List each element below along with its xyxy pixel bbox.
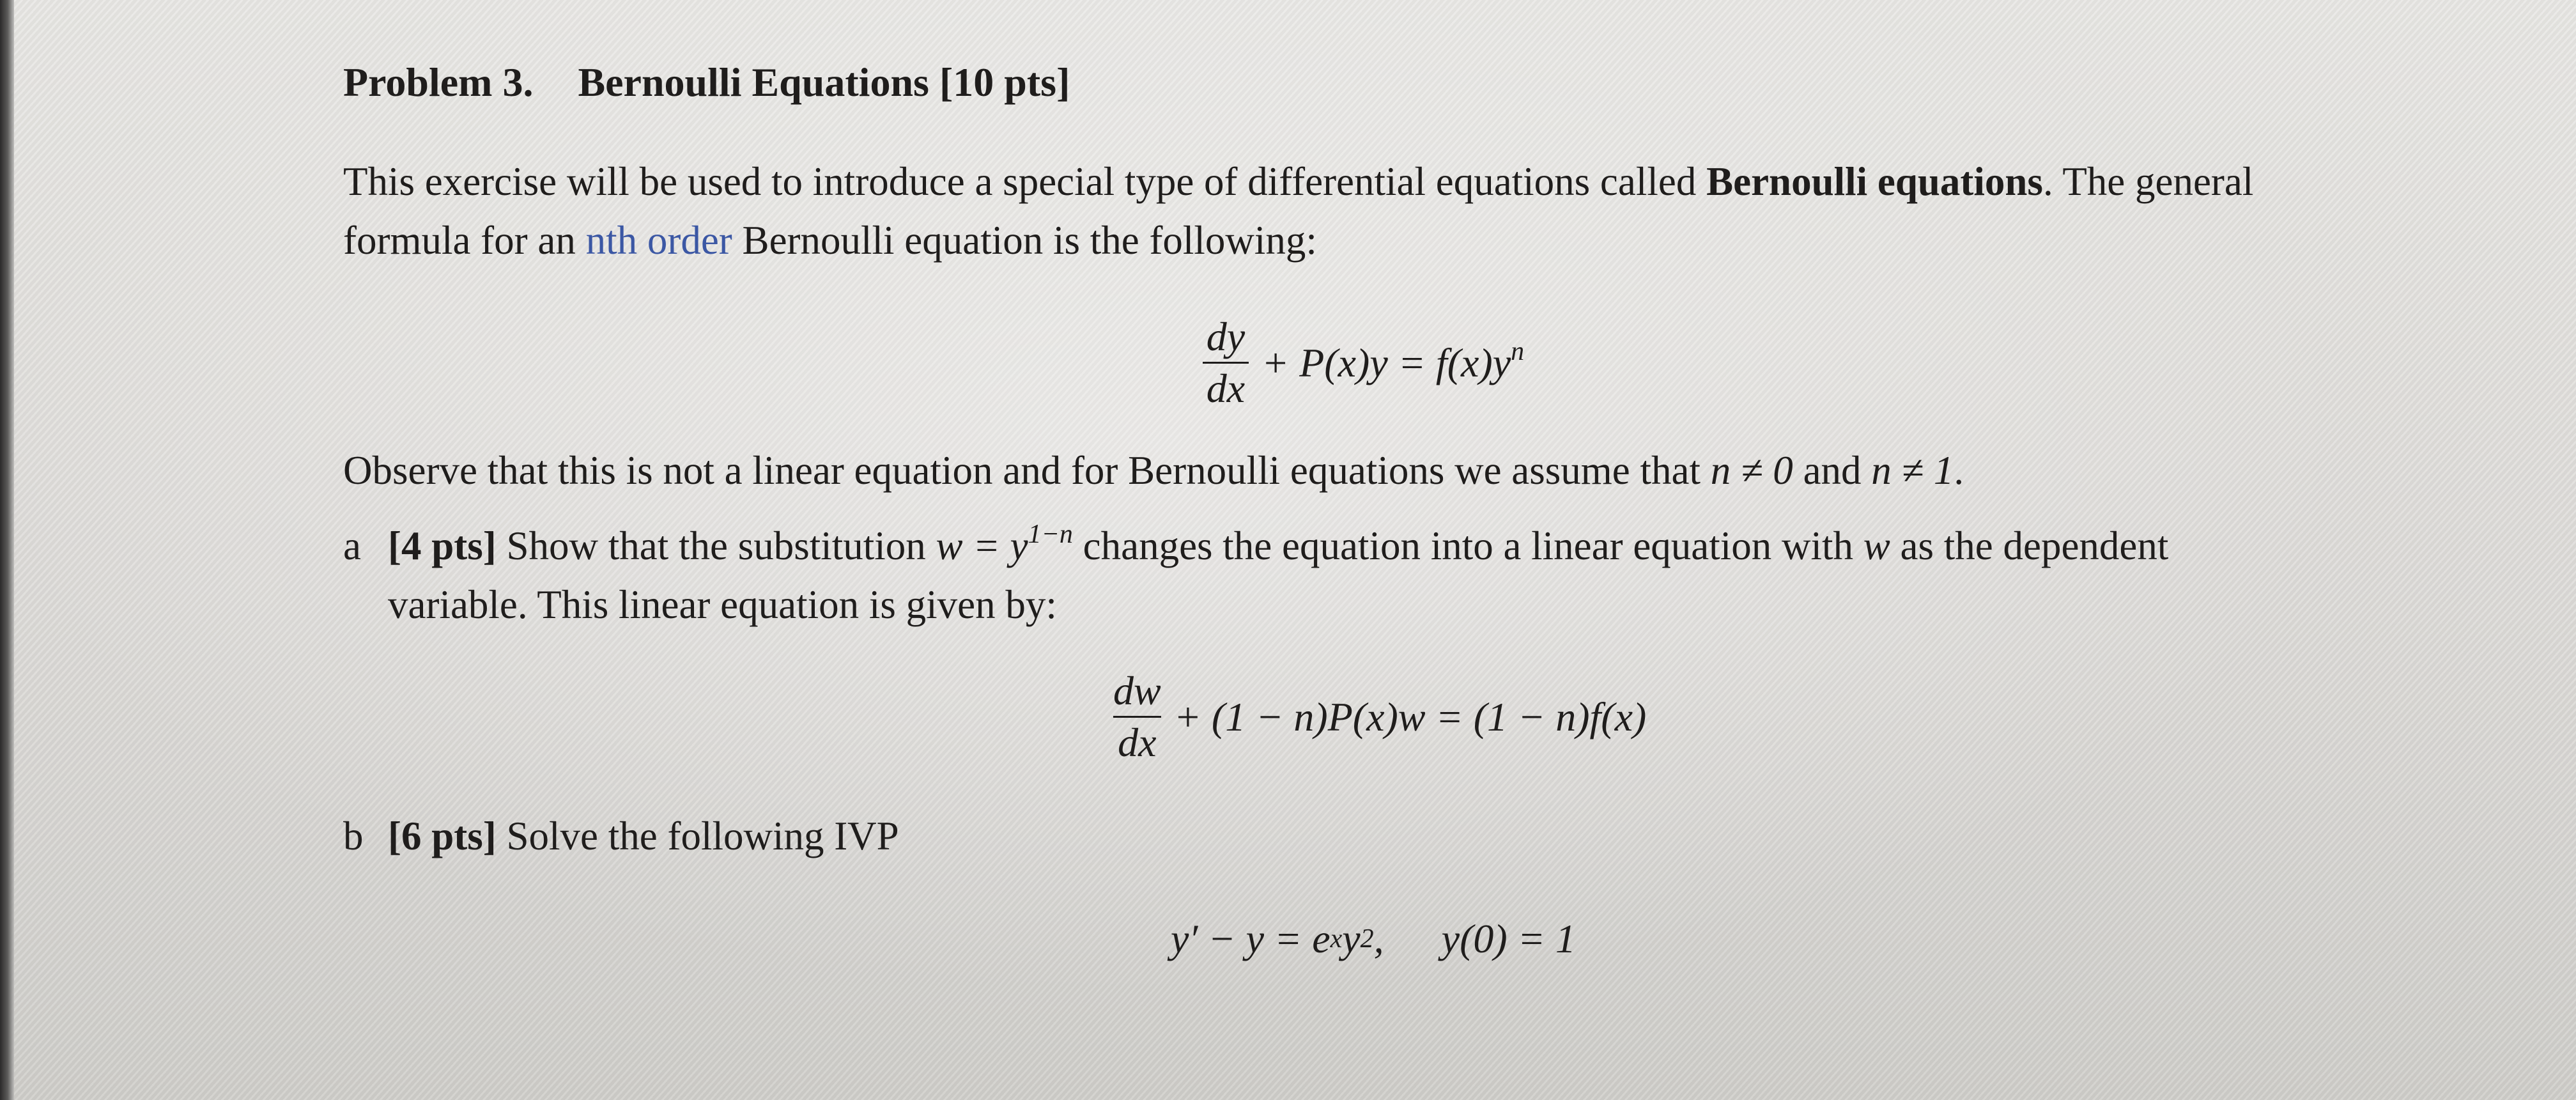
part-a-label: a bbox=[343, 523, 361, 568]
condition-n-not-0: n ≠ 0 bbox=[1710, 448, 1793, 493]
dw-dx-fraction: $\frac{dw}{dx}$ bbox=[1113, 668, 1161, 765]
nth-order-link[interactable]: nth order bbox=[585, 218, 732, 263]
condition-n-not-1: n ≠ 1 bbox=[1871, 448, 1954, 493]
linear-equation bbox=[1113, 666, 1646, 768]
problem-label: Problem 3. bbox=[343, 59, 534, 105]
equation2-rest: + (1 − n)P(x)w = (1 − n)f(x) bbox=[1173, 693, 1647, 740]
ivp-equation: y′ − y = e x y 2 , y(0) = 1 bbox=[1171, 916, 1576, 961]
part-b-label: b bbox=[343, 814, 364, 858]
equation1-rest: + $P(x)y = f(x)y^n$ bbox=[1261, 336, 1525, 385]
part-a-line-1: a [4 pts] Show that the substitution $w = y^{1-n}$ changes the equation into a linear equation with w as the dependent bbox=[343, 516, 2168, 575]
part-b: b [6 pts] Solve the following IVP bbox=[343, 807, 899, 865]
bernoulli-bold-term: Bernoulli equations bbox=[1706, 159, 2043, 204]
intro-line-1: This exercise will be used to introduce a special type of differential equations called Bernoulli equations. The general bbox=[343, 159, 2254, 204]
observe-paragraph: Observe that this is not a linear equation and for Bernoulli equations we assume that n ≠ 0 and n ≠ 1. bbox=[343, 448, 1964, 493]
initial-condition: y(0) = 1 bbox=[1441, 916, 1576, 961]
intro-line-2: formula for an nth order Bernoulli equation is the following: bbox=[343, 218, 1317, 263]
intro-paragraph bbox=[343, 152, 2253, 270]
problem-header bbox=[343, 59, 1070, 106]
part-a-line-2: variable. This linear equation is given by: bbox=[388, 582, 1057, 627]
part-b-points: [6 pts] bbox=[388, 814, 497, 858]
part-a bbox=[343, 516, 2168, 634]
problem-title: Bernoulli Equations [10 pts] bbox=[578, 59, 1070, 105]
bernoulli-general-equation bbox=[1203, 312, 1524, 414]
screen-bezel bbox=[0, 0, 14, 1100]
derivative-fraction: $\frac{dy}{dx}$ bbox=[1203, 312, 1249, 414]
document-page bbox=[14, 0, 2576, 1100]
part-a-points: [4 pts] bbox=[388, 523, 497, 568]
